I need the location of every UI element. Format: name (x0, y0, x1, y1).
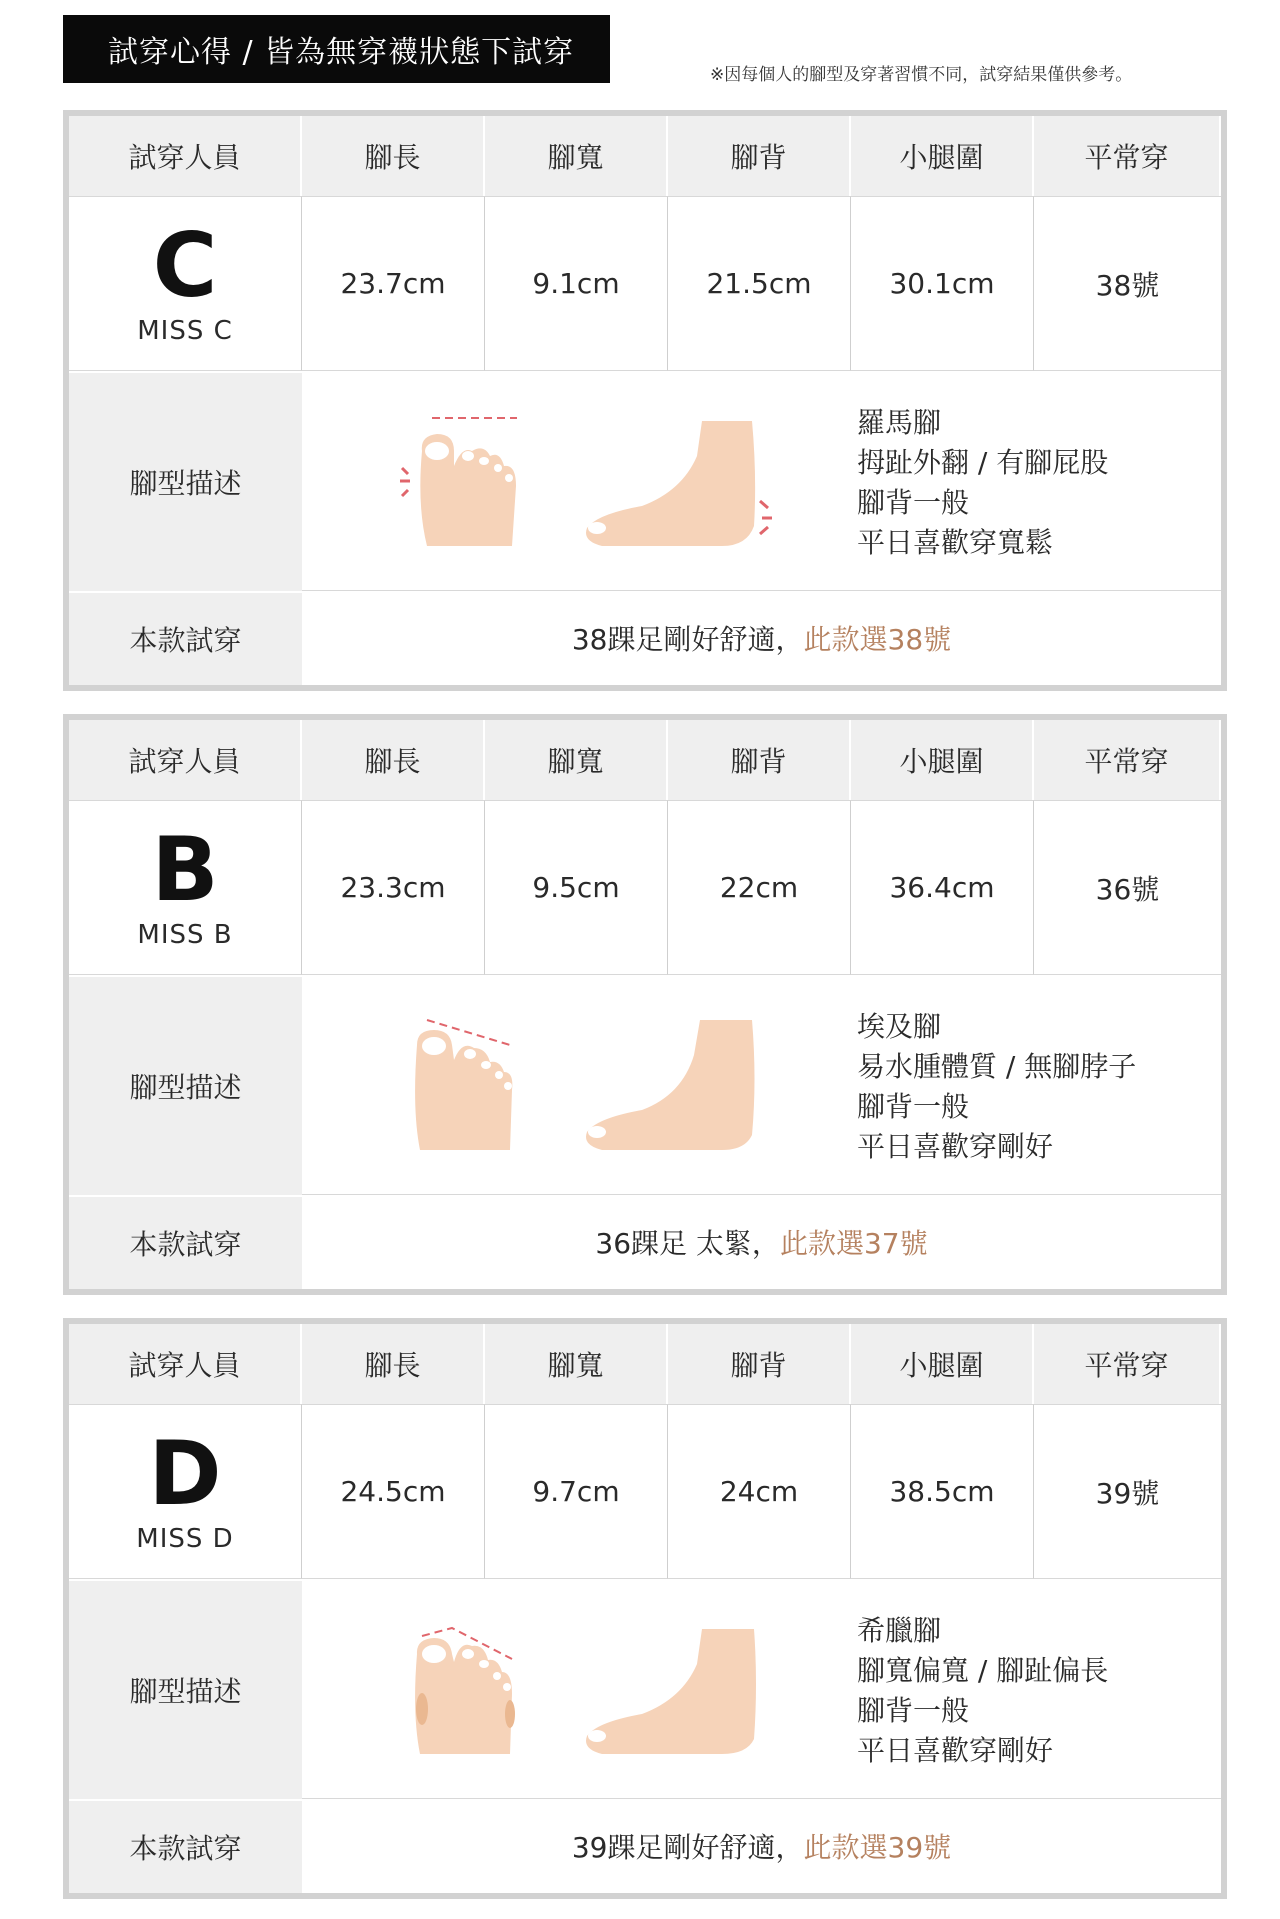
tester-panel-d (63, 1318, 1227, 1899)
tester-identity (69, 1404, 302, 1579)
col-header-width: 腳寬 (485, 1324, 668, 1404)
tester-name: MISS C (137, 315, 233, 346)
foot-length-value: 23.3cm (302, 800, 485, 975)
foot-description (302, 975, 1221, 1195)
fit-result-pick: 此款選38號 (803, 623, 952, 656)
row-label-result: 本款試穿 (69, 1195, 302, 1289)
col-header-tester: 試穿人員 (69, 1324, 302, 1404)
calf-value: 38.5cm (851, 1404, 1034, 1579)
foot-trait-2: 腳背一般 (857, 1090, 970, 1123)
foot-length-value: 23.7cm (302, 196, 485, 371)
foot-trait-1: 腳寬偏寬 / 腳趾偏長 (857, 1654, 1109, 1687)
toe-front-icon (392, 406, 542, 556)
tester-letter: D (148, 1421, 222, 1525)
tester-identity (69, 196, 302, 371)
foot-type: 希臘腳 (857, 1614, 942, 1647)
col-header-instep: 腳背 (668, 720, 851, 800)
fit-result (302, 1799, 1221, 1893)
usual-size-value: 39號 (1034, 1404, 1221, 1579)
tester-panel-c (63, 110, 1227, 691)
col-header-length: 腳長 (302, 116, 485, 196)
foot-trait-3: 平日喜歡穿剛好 (857, 1734, 1054, 1767)
foot-side-icon (582, 1624, 782, 1764)
col-header-calf: 小腿圍 (851, 720, 1034, 800)
foot-trait-1: 拇趾外翻 / 有腳屁股 (857, 446, 1109, 479)
toe-front-icon (392, 1614, 542, 1764)
foot-type: 埃及腳 (857, 1010, 942, 1043)
col-header-length: 腳長 (302, 1324, 485, 1404)
calf-value: 30.1cm (851, 196, 1034, 371)
row-label-result: 本款試穿 (69, 1799, 302, 1893)
row-label-desc: 腳型描述 (69, 975, 302, 1195)
col-header-calf: 小腿圍 (851, 116, 1034, 196)
foot-description (302, 371, 1221, 591)
fit-result-pick: 此款選37號 (779, 1227, 928, 1260)
toe-front-icon (392, 1010, 542, 1160)
foot-type: 羅馬腳 (857, 406, 942, 439)
foot-trait-2: 腳背一般 (857, 1694, 970, 1727)
usual-size-value: 38號 (1034, 196, 1221, 371)
tester-panel-b (63, 714, 1227, 1295)
tester-identity (69, 800, 302, 975)
usual-size-value: 36號 (1034, 800, 1221, 975)
col-header-tester: 試穿人員 (69, 116, 302, 196)
col-header-width: 腳寬 (485, 116, 668, 196)
row-label-desc: 腳型描述 (69, 1579, 302, 1799)
instep-value: 22cm (668, 800, 851, 975)
col-header-instep: 腳背 (668, 1324, 851, 1404)
fit-result (302, 1195, 1221, 1289)
col-header-usual-size: 平常穿 (1034, 116, 1221, 196)
col-header-width: 腳寬 (485, 720, 668, 800)
instep-value: 21.5cm (668, 196, 851, 371)
col-header-calf: 小腿圍 (851, 1324, 1034, 1404)
disclaimer-note: ※因每個人的腳型及穿著習慣不同，試穿結果僅供參考。 (710, 65, 1133, 85)
page-title: 試穿心得 / 皆為無穿襪狀態下試穿 (63, 15, 610, 83)
col-header-usual-size: 平常穿 (1034, 1324, 1221, 1404)
foot-width-value: 9.1cm (485, 196, 668, 371)
tester-name: MISS D (136, 1523, 234, 1554)
foot-trait-3: 平日喜歡穿剛好 (857, 1130, 1054, 1163)
foot-width-value: 9.7cm (485, 1404, 668, 1579)
fit-result-text: 38踝足剛好舒適， (571, 623, 804, 656)
col-header-tester: 試穿人員 (69, 720, 302, 800)
tester-letter: B (151, 817, 219, 921)
foot-length-value: 24.5cm (302, 1404, 485, 1579)
fit-result-text: 36踝足 太緊， (595, 1227, 780, 1260)
col-header-instep: 腳背 (668, 116, 851, 196)
foot-trait-3: 平日喜歡穿寬鬆 (857, 526, 1054, 559)
instep-value: 24cm (668, 1404, 851, 1579)
foot-side-icon (582, 416, 782, 556)
foot-trait-2: 腳背一般 (857, 486, 970, 519)
foot-trait-1: 易水腫體質 / 無腳脖子 (857, 1050, 1137, 1083)
fit-result-pick: 此款選39號 (803, 1831, 952, 1864)
row-label-desc: 腳型描述 (69, 371, 302, 591)
col-header-usual-size: 平常穿 (1034, 720, 1221, 800)
row-label-result: 本款試穿 (69, 591, 302, 685)
tester-letter: C (152, 213, 218, 317)
foot-side-icon (582, 1020, 782, 1160)
foot-width-value: 9.5cm (485, 800, 668, 975)
fit-result-text: 39踝足剛好舒適， (571, 1831, 804, 1864)
calf-value: 36.4cm (851, 800, 1034, 975)
tester-name: MISS B (137, 919, 233, 950)
foot-description (302, 1579, 1221, 1799)
fit-result (302, 591, 1221, 685)
col-header-length: 腳長 (302, 720, 485, 800)
